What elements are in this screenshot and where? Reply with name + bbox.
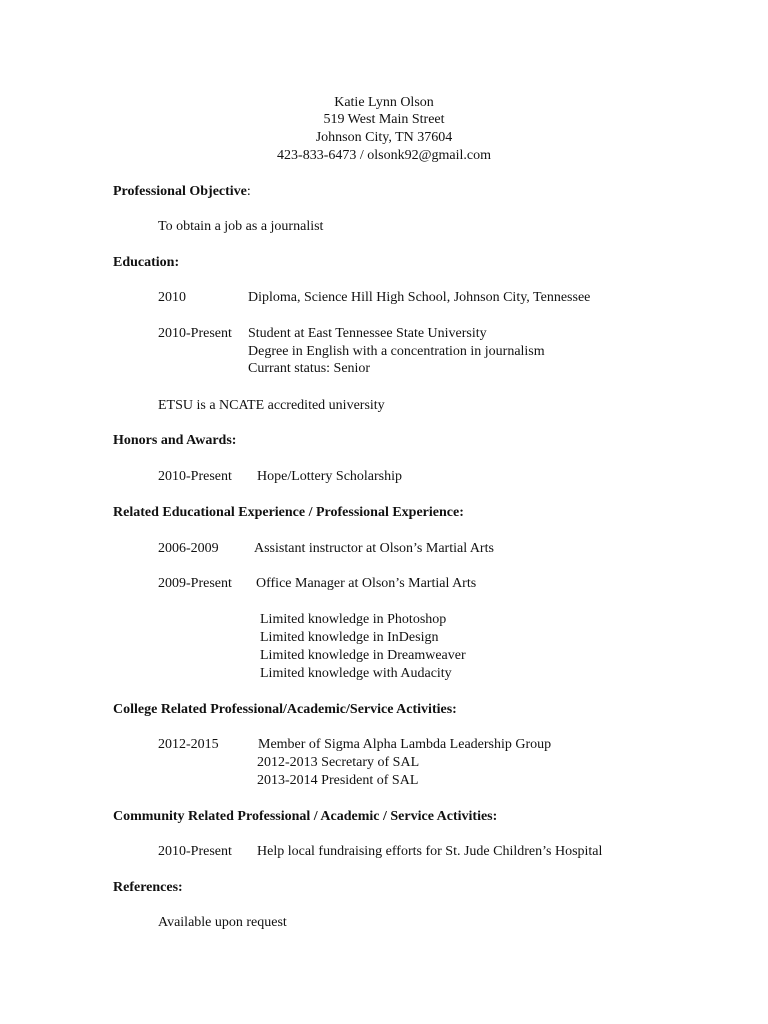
community-heading: Community Related Professional / Academic / Service Activities: <box>113 809 498 824</box>
references-heading: References: <box>113 880 183 895</box>
skill-item: Limited knowledge in InDesign <box>260 630 439 645</box>
experience-text: Office Manager at Olson’s Martial Arts <box>256 576 477 591</box>
objective-heading <box>113 183 251 201</box>
education-line: Diploma, Science Hill High School, Johnson City, Tennessee <box>248 290 591 305</box>
community-text: Help local fundraising efforts for St. Jude Children’s Hospital <box>257 844 603 859</box>
education-line: Currant status: Senior <box>248 361 371 376</box>
honors-date: 2010-Present <box>158 469 232 484</box>
resume-name: Katie Lynn Olson <box>334 95 434 110</box>
objective-heading-text: Professional Objective <box>113 184 247 199</box>
education-date: 2010 <box>158 290 186 305</box>
experience-heading: Related Educational Experience / Professional Experience: <box>113 505 464 520</box>
experience-text: Assistant instructor at Olson’s Martial Arts <box>254 541 494 556</box>
education-line: Student at East Tennessee State University <box>248 326 487 341</box>
honors-text: Hope/Lottery Scholarship <box>257 469 403 484</box>
references-text: Available upon request <box>158 915 287 930</box>
skill-item: Limited knowledge in Photoshop <box>260 612 447 627</box>
community-date: 2010-Present <box>158 844 232 859</box>
skill-item: Limited knowledge in Dreamweaver <box>260 648 466 663</box>
objective-text: To obtain a job as a journalist <box>158 219 324 234</box>
contact-info: 423-833-6473 / olsonk92@gmail.com <box>277 148 491 163</box>
objective-heading-colon: : <box>246 184 251 199</box>
college-date: 2012-2015 <box>158 737 219 752</box>
college-heading: College Related Professional/Academic/Service Activities: <box>113 702 457 717</box>
honors-heading: Honors and Awards: <box>113 433 237 448</box>
education-line: Degree in English with a concentration in journalism <box>248 344 545 359</box>
address-street: 519 West Main Street <box>323 112 445 127</box>
college-line: 2013-2014 President of SAL <box>257 773 419 788</box>
skill-item: Limited knowledge with Audacity <box>260 666 452 681</box>
education-date: 2010-Present <box>158 326 232 341</box>
education-note: ETSU is a NCATE accredited university <box>158 398 385 413</box>
college-line: 2012-2013 Secretary of SAL <box>257 755 420 770</box>
experience-date: 2009-Present <box>158 576 232 591</box>
experience-date: 2006-2009 <box>158 541 219 556</box>
college-line: Member of Sigma Alpha Lambda Leadership Group <box>258 737 552 752</box>
education-heading: Education: <box>113 255 180 270</box>
address-city: Johnson City, TN 37604 <box>315 130 453 145</box>
